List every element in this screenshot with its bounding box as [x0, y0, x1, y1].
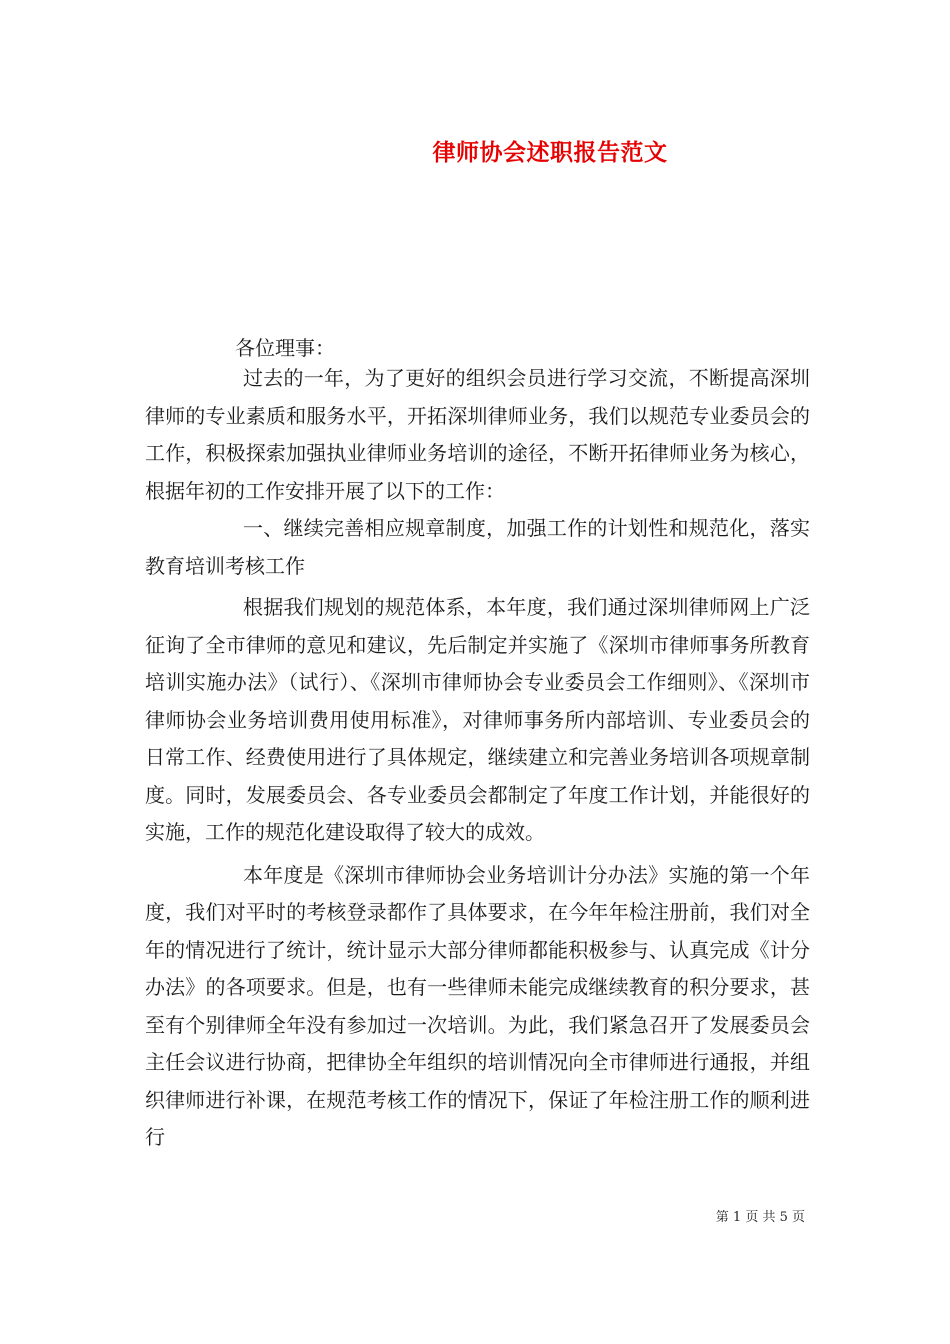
paragraph-regulations: 根据我们规划的规范体系，本年度，我们通过深圳律师网上广泛征询了全市律师的意见和建议，先后制定并实施了《深圳市律师事务所教育培训实施办法》（试行）、《深圳市律师协会专业委员会工作细则》、《深圳市律师协会业务培训费用使用标准》，对律师事务所内部培训、专业委员会的日常工作、经费使用进行了具体规定，继续建立和完善业务培训各项规章制度。同时，发展委员会、各专业委员会都制定了年度工作计划，并能很好的实施，工作的规范化建设取得了较大的成效。	[145, 595, 810, 844]
document-body	[145, 360, 810, 1157]
paragraph-assessment: 本年度是《深圳市律师协会业务培训计分办法》实施的第一个年度，我们对平时的考核登录都作了具体要求，在今年年检注册前，我们对全年的情况进行了统计，统计显示大部分律师都能积极参与、认真完成《计分办法》的各项要求。但是，也有一些律师未能完成继续教育的积分要求，甚至有个别律师全年没有参加过一次培训。为此，我们紧急召开了发展委员会主任会议进行协商，把律协全年组织的培训情况向全市律师进行通报，并组织律师进行补课，在规范考核工作的情况下，保证了年检注册工作的顺利进行	[145, 862, 810, 1149]
salutation: 各位理事：	[235, 336, 335, 360]
document-title: 律师协会述职报告范文	[432, 139, 668, 166]
section-heading-1: 一、继续完善相应规章制度，加强工作的计划性和规范化，落实教育培训考核工作	[145, 516, 810, 578]
paragraph-intro: 过去的一年，为了更好的组织会员进行学习交流，不断提高深圳律师的专业素质和服务水平，开拓深圳律师业务，我们以规范专业委员会的工作，积极探索加强执业律师业务培训的途径，不断开拓律师业务为核心，根据年初的工作安排开展了以下的工作：	[145, 366, 810, 503]
page-number: 第 1 页 共 5 页	[715, 1210, 805, 1225]
